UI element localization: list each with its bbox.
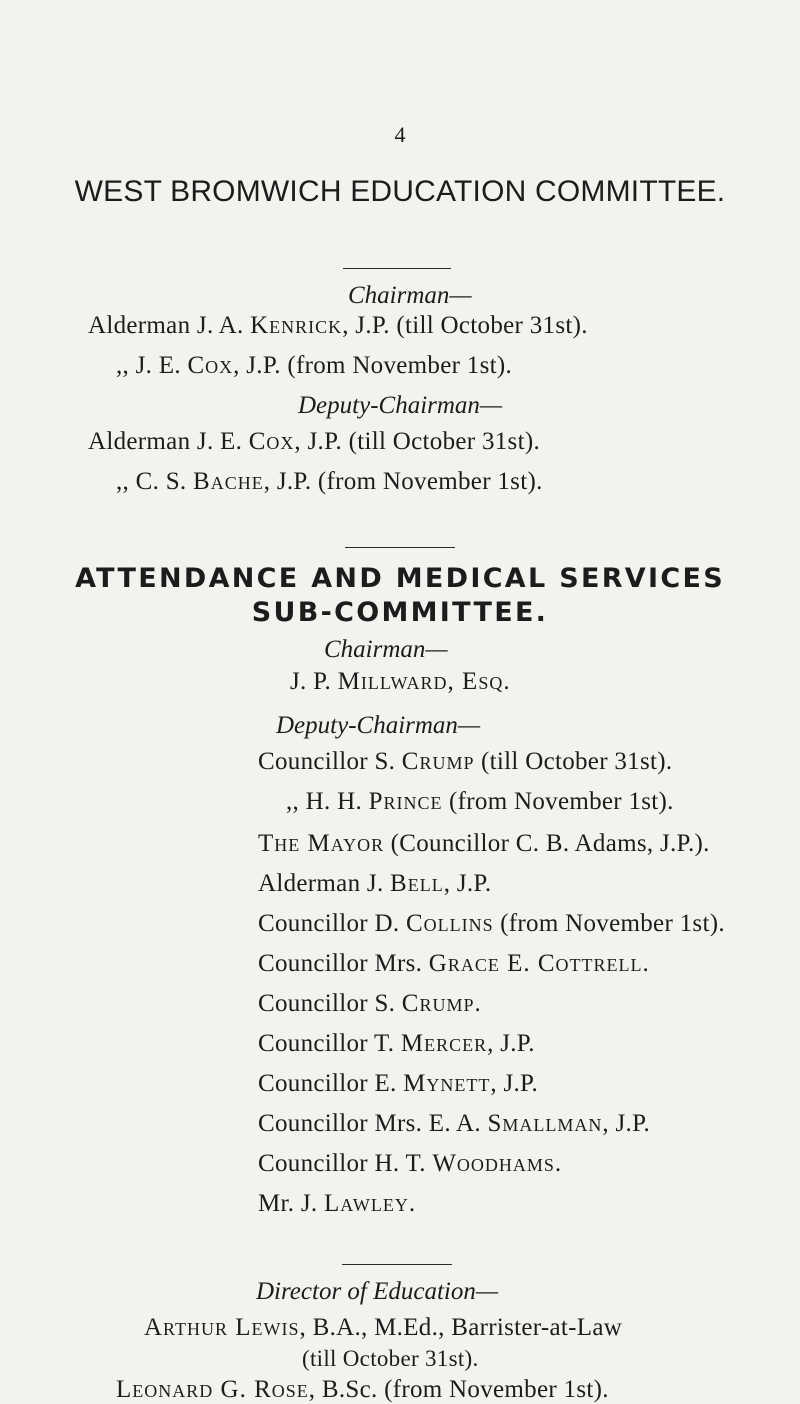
member-name: Lawley — [324, 1190, 409, 1217]
member-line — [258, 870, 491, 898]
member-name: Prince — [368, 788, 443, 815]
divider — [342, 1264, 452, 1265]
deputy-chairman-line — [88, 428, 540, 456]
chairman-label: Chairman— — [324, 636, 448, 663]
line-suffix: . — [474, 990, 482, 1017]
line-suffix: , B.Sc. (from November 1st). — [308, 1376, 609, 1403]
member-name: Cox — [248, 428, 295, 455]
line-suffix: , J.P. (from November 1st). — [233, 352, 513, 379]
line-suffix: , J.P. — [602, 1110, 651, 1137]
member-line — [258, 1190, 415, 1218]
member-name: Crump — [401, 748, 475, 775]
line-prefix: Councillor S. — [258, 748, 402, 775]
member-name: The Mayor — [258, 830, 385, 857]
member-line — [258, 990, 481, 1018]
member-name: Leonard G. Rose — [116, 1376, 309, 1403]
deputy-chairman-label: Deputy-Chairman— — [276, 712, 481, 739]
member-name: Cox — [187, 352, 234, 379]
line-suffix: , J.P. — [443, 870, 492, 897]
member-line — [258, 1150, 561, 1178]
line-prefix: Councillor T. — [258, 1030, 401, 1057]
member-name: Collins — [405, 910, 494, 937]
line-suffix: , J.P. — [487, 1030, 535, 1057]
line-prefix: Councillor Mrs. — [258, 950, 429, 977]
divider — [345, 547, 455, 548]
line-suffix: , B.A., M.Ed., Barrister-at-Law — [299, 1314, 623, 1341]
line-suffix: , J.P. (till October 31st). — [342, 312, 588, 339]
line-prefix: Alderman J. A. — [88, 312, 251, 339]
member-name: Arthur Lewis — [144, 1314, 300, 1341]
line-suffix: . — [554, 1150, 562, 1177]
member-line — [258, 950, 649, 978]
member-name: Mynett — [403, 1070, 491, 1097]
chairman-line — [290, 668, 511, 696]
divider — [343, 268, 451, 269]
member-name: Mercer — [400, 1030, 488, 1057]
chairman-label: Chairman— — [348, 282, 472, 309]
deputy-chairman-label: Deputy-Chairman— — [298, 392, 503, 419]
sub-committee-title-continued: SUB-COMMITTEE. — [251, 597, 549, 628]
line-prefix: Councillor H. T. — [258, 1150, 433, 1177]
deputy-chairman-line — [258, 748, 672, 776]
page-number: 4 — [394, 122, 406, 147]
line-prefix: Alderman J. — [258, 870, 391, 897]
line-prefix: ,, C. S. — [116, 468, 194, 495]
member-line — [258, 830, 710, 858]
member-name: Grace E. Cottrell — [428, 950, 643, 977]
director-line — [144, 1314, 622, 1342]
member-line — [258, 910, 725, 938]
deputy-chairman-line — [286, 788, 674, 816]
member-name: Kenrick — [250, 312, 343, 339]
line-prefix: J. P. — [290, 668, 338, 695]
line-suffix: . — [642, 950, 650, 977]
director-line — [116, 1376, 609, 1404]
member-name: Bell — [390, 870, 444, 897]
line-suffix: , J.P. (till October 31st). — [294, 428, 540, 455]
line-prefix: ,, H. H. — [286, 788, 369, 815]
line-prefix: Councillor Mrs. E. A. — [258, 1110, 488, 1137]
member-line — [258, 1110, 650, 1138]
director-line — [302, 1346, 479, 1372]
line-suffix: . — [408, 1190, 416, 1217]
director-label: Director of Education— — [256, 1278, 499, 1305]
page-title: WEST BROMWICH EDUCATION COMMITTEE. — [74, 175, 726, 208]
line-prefix: Councillor E. — [258, 1070, 404, 1097]
sub-committee-title: ATTENDANCE AND MEDICAL SERVICES — [75, 563, 725, 594]
chairman-line — [116, 352, 512, 380]
line-prefix: Alderman J. E. — [88, 428, 249, 455]
line-suffix: , J.P. (from November 1st). — [263, 468, 543, 495]
member-name: Bache — [193, 468, 264, 495]
deputy-chairman-line — [116, 468, 543, 496]
line-prefix: Councillor S. — [258, 990, 402, 1017]
line-prefix: Councillor D. — [258, 910, 406, 937]
line-prefix: Mr. J. — [258, 1190, 325, 1217]
line-suffix: (till October 31st). — [474, 748, 673, 775]
member-name: Crump — [401, 990, 475, 1017]
member-line — [258, 1030, 535, 1058]
line-suffix: (from November 1st). — [442, 788, 674, 815]
member-name: Smallman — [487, 1110, 603, 1137]
line-suffix: , J.P. — [490, 1070, 539, 1097]
line-suffix: (from November 1st). — [493, 910, 725, 937]
member-name: Millward, Esq. — [337, 668, 511, 695]
member-line — [258, 1070, 538, 1098]
chairman-line — [88, 312, 588, 340]
line-suffix: (Councillor C. B. Adams, J.P.). — [384, 830, 710, 857]
member-name: Woodhams — [432, 1150, 555, 1177]
line-prefix: ,, J. E. — [116, 352, 188, 379]
line-prefix: (till October 31st). — [302, 1346, 479, 1371]
